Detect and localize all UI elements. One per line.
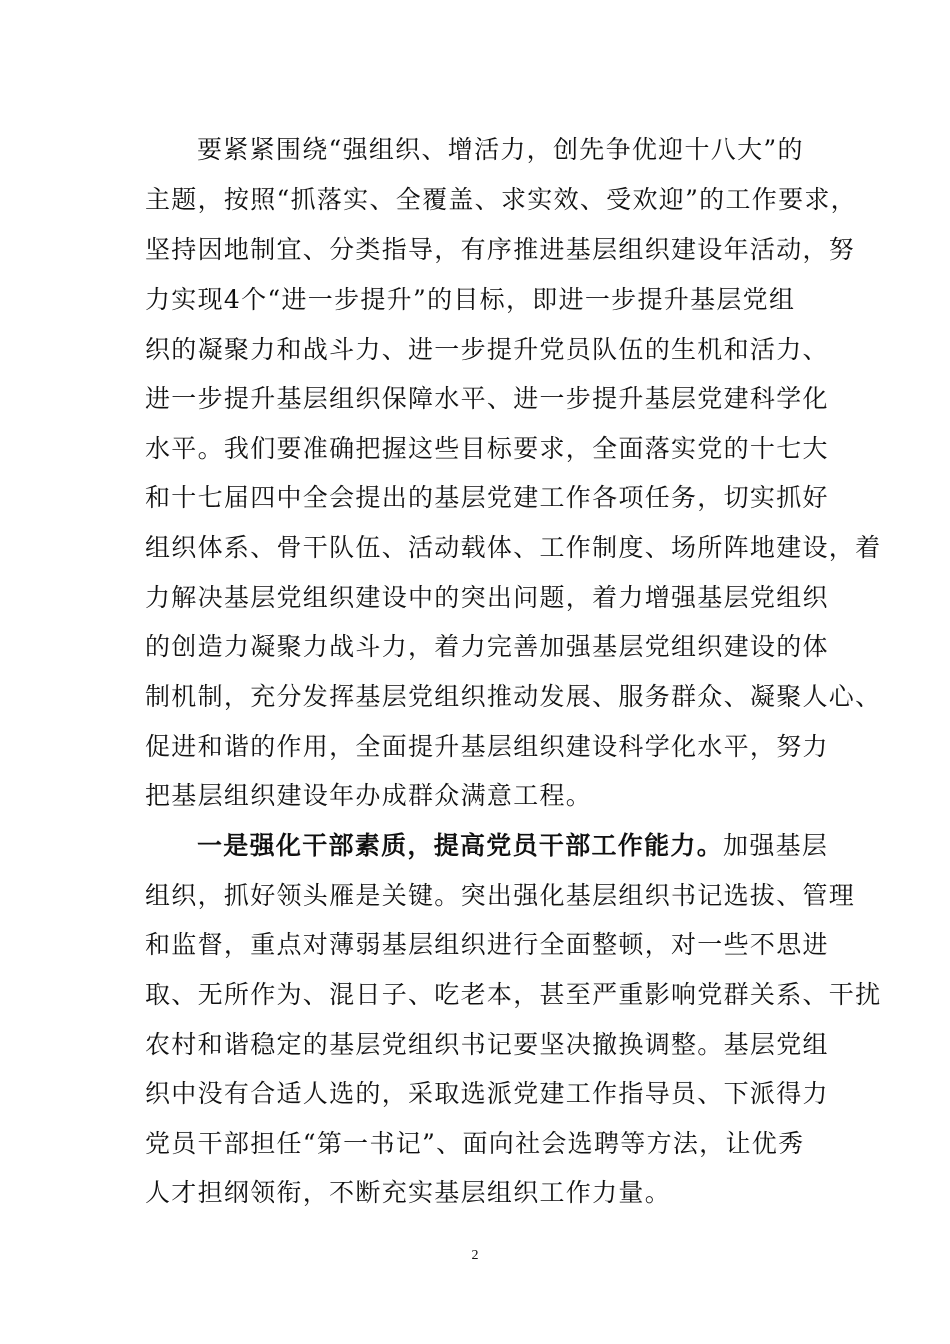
paragraph-2-line: 织中没有合适人选的，采取选派党建工作指导员、下派得力: [145, 1079, 829, 1108]
paragraph-1-line: 水平。我们要准确把握这些目标要求，全面落实党的十七大: [145, 434, 829, 463]
paragraph-2-line: 组织，抓好领头雁是关键。突出强化基层组织书记选拔、管理: [145, 881, 856, 910]
paragraph-2-first-line-text: 加强基层: [723, 831, 829, 860]
paragraph-1-line: 织的凝聚力和战斗力、进一步提升党员队伍的生机和活力、: [145, 335, 829, 364]
paragraph-2-line: 人才担纲领衔，不断充实基层组织工作力量。: [145, 1178, 672, 1207]
paragraph-1-line: 进一步提升基层组织保障水平、进一步提升基层党建科学化: [145, 384, 829, 413]
paragraph-1-line: 制机制，充分发挥基层党组织推动发展、服务群众、凝聚人心、: [145, 682, 882, 711]
paragraph-2-line: 农村和谐稳定的基层党组织书记要坚决撤换调整。基层党组: [145, 1030, 829, 1059]
paragraph-1-line: 把基层组织建设年办成群众满意工程。: [145, 781, 593, 810]
paragraph-2-first-line: [197, 829, 877, 863]
paragraph-2-line: 和监督，重点对薄弱基层组织进行全面整顿，对一些不思进: [145, 930, 829, 959]
paragraph-1-line: 坚持因地制宜、分类指导，有序推进基层组织建设年活动，努: [145, 235, 856, 264]
paragraph-1-line: 力解决基层党组织建设中的突出问题，着力增强基层党组织: [145, 583, 829, 612]
paragraph-2-line: 党员干部担任“第一书记”、面向社会选聘等方法，让优秀: [145, 1129, 805, 1158]
paragraph-1-line: 力实现4个“进一步提升”的目标，即进一步提升基层党组: [145, 285, 796, 314]
page-number: 2: [471, 1248, 479, 1263]
paragraph-2-heading: 一是强化干部素质，提高党员干部工作能力。: [197, 831, 724, 860]
paragraph-1-line: 要紧紧围绕“强组织、增活力，创先争优迎十八大”的: [197, 135, 804, 164]
paragraph-2-line: 取、无所作为、混日子、吃老本，甚至严重影响党群关系、干扰: [145, 980, 882, 1009]
paragraph-1-line: 的创造力凝聚力战斗力，着力完善加强基层党组织建设的体: [145, 632, 829, 661]
paragraph-1-line: 促进和谐的作用，全面提升基层组织建设科学化水平，努力: [145, 732, 829, 761]
paragraph-1-line: 组织体系、骨干队伍、活动载体、工作制度、场所阵地建设，着: [145, 533, 882, 562]
paragraph-1-line: 和十七届四中全会提出的基层党建工作各项任务，切实抓好: [145, 483, 829, 512]
paragraph-1-line: 主题，按照“抓落实、全覆盖、求实效、受欢迎”的工作要求，: [145, 185, 857, 214]
